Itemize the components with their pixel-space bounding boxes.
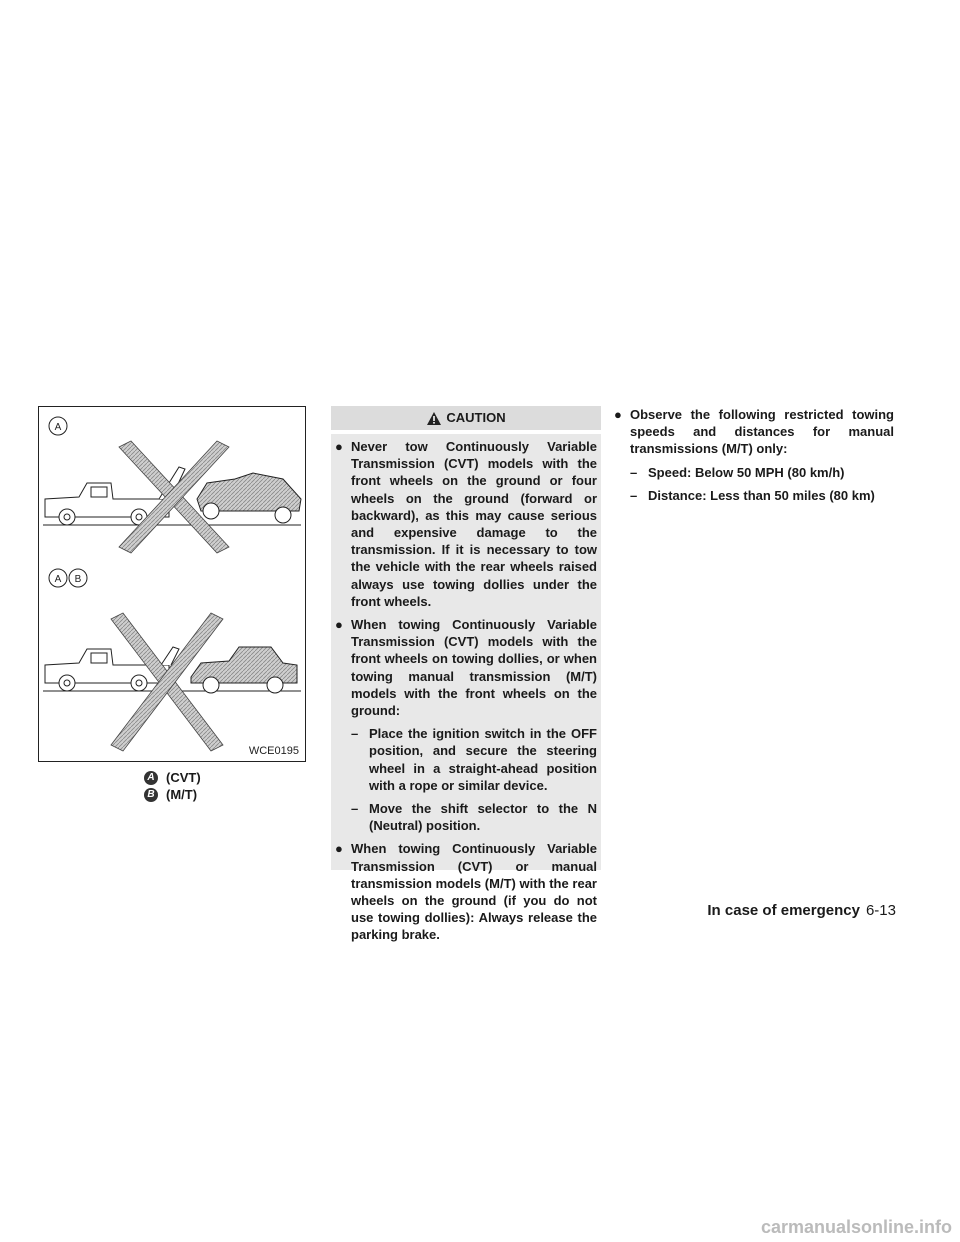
label-b-mid: B: [74, 574, 82, 585]
badge-a: A: [144, 771, 158, 785]
figure-code: WCE0195: [248, 745, 299, 757]
legend-text-b: (M/T): [166, 787, 198, 802]
towed-car-top: [197, 473, 301, 523]
caution-body: [331, 434, 601, 943]
caution-bullet-2: ● When towing Continuously Variable Transmission (CVT) models with the front wheels on towing dollies, or when towing manual transmission (M/T) models with the front wheels on the ground:: [335, 617, 597, 719]
page-number: 6-13: [865, 902, 896, 919]
section-title: In case of emergency: [707, 902, 860, 919]
towing-diagram: [39, 407, 305, 761]
towing-illustration: [38, 406, 306, 762]
label-a-top: A: [54, 422, 62, 433]
towed-car-bottom: [191, 647, 297, 693]
right-bullet: ● Observe the following restricted towing speeds and distances for manual transmissions (M/T) only:: [614, 407, 894, 457]
caution-sub-2: – Move the shift selector to the N (Neutral) position.: [351, 801, 597, 834]
legend-row-a: [144, 769, 201, 786]
figure-legend: [144, 769, 201, 803]
watermark-link[interactable]: carmanualsonline.info: [760, 1217, 952, 1237]
caution-bullet-3: ● When towing Continuously Variable Transmission (CVT) or manual transmission models (M/T) with the rear wheels on the ground (if you do not use towing dollies): Always release the parking brake.: [335, 841, 597, 943]
caution-sub-1: – Place the ignition switch in the OFF position, and secure the steering wheel in a straight-ahead position with a rope or similar device.: [351, 726, 597, 793]
legend-row-b: [144, 786, 201, 803]
right-column: [614, 406, 894, 510]
legend-text-a: (CVT): [166, 770, 201, 785]
caution-bullet-1: ● Never tow Continuously Variable Transmission (CVT) models with the front wheels on the ground or four wheels on the ground (forward or backward), as this may cause serious and expensive damage to the transmission. If it is necessary to tow the vehicle with the rear wheels raised always use towing dollies under the front wheels.: [335, 439, 597, 609]
right-sub-1: – Speed: Below 50 MPH (80 km/h): [630, 464, 845, 480]
right-sub-2: – Distance: Less than 50 miles (80 km): [630, 487, 875, 503]
caution-title: CAUTION: [446, 410, 506, 426]
badge-b: B: [144, 788, 158, 802]
label-a-mid: A: [54, 574, 62, 585]
caution-box: [331, 406, 601, 943]
warning-triangle-icon: [426, 411, 442, 426]
page-footer: [707, 902, 896, 919]
caution-header: [331, 406, 601, 430]
